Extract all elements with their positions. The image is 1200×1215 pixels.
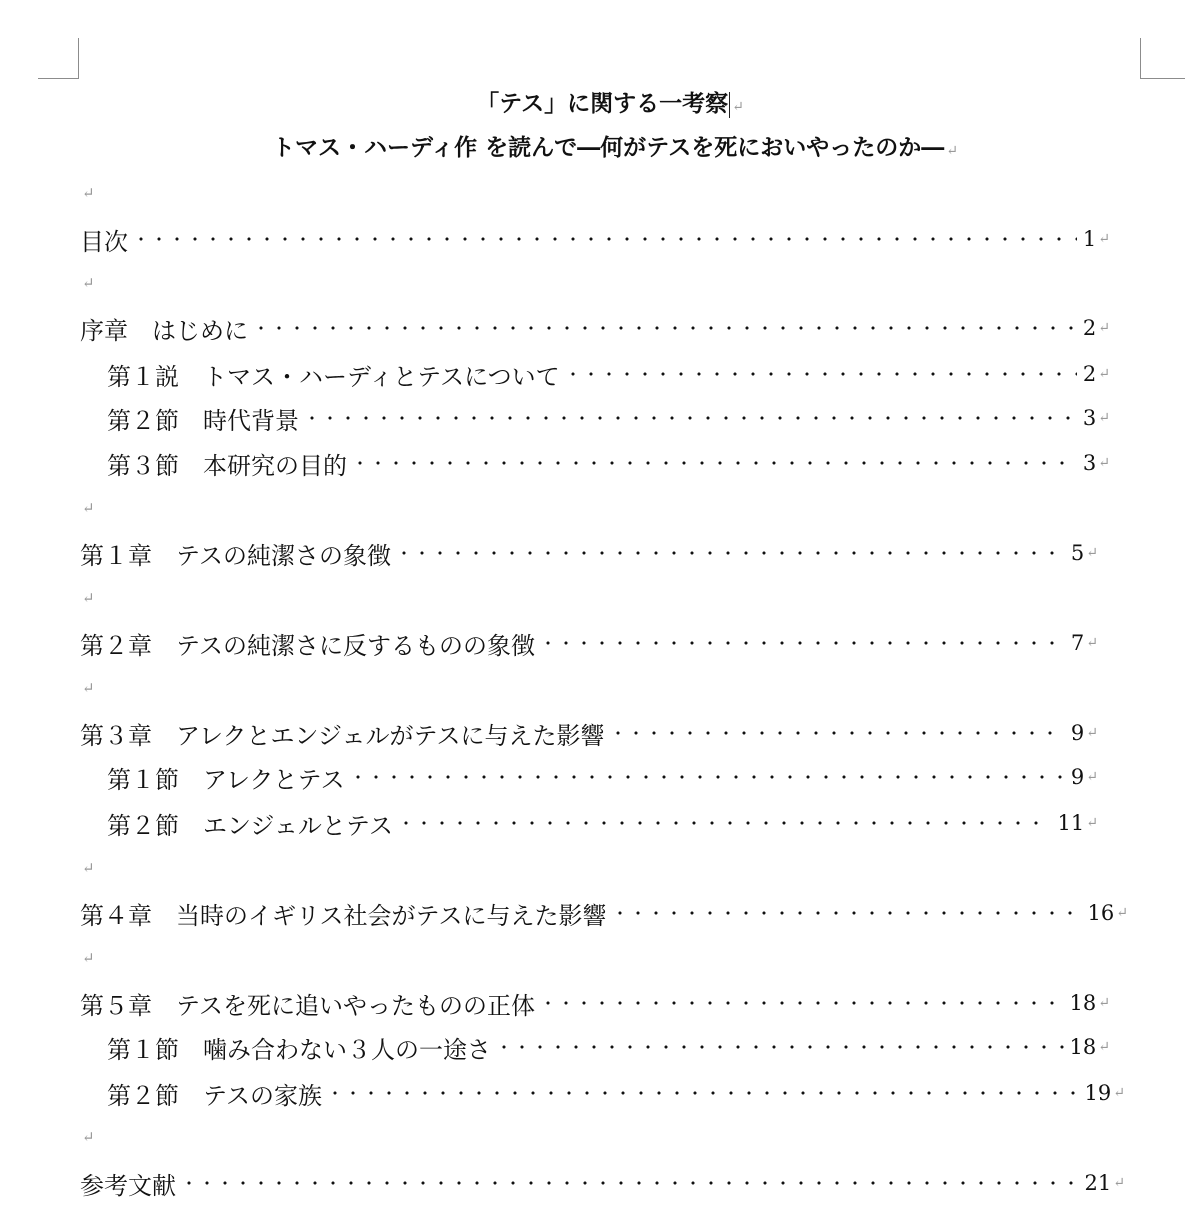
toc-entry-section[interactable] [107,402,1110,434]
toc-page-number: 9 [1070,721,1085,745]
empty-paragraph-mark-icon: ↵ [82,679,95,697]
toc-entry-section[interactable] [107,1077,1125,1109]
empty-paragraph-mark-icon: ↵ [82,589,95,607]
toc-entry-label: 第１章 テスの純潔さの象徴 [80,541,392,570]
paragraph-mark-icon: ↵ [1098,995,1110,1011]
toc-entry-label: 第２節 時代背景 [107,406,299,435]
toc-entry-section[interactable] [107,447,1110,479]
paragraph-mark-icon: ↵ [732,99,744,115]
toc-entry-references[interactable] [80,1167,1125,1199]
toc-entry-label: 第２節 エンジェルとテス [107,811,393,840]
paragraph-mark-icon: ↵ [1086,635,1098,651]
paragraph-mark-icon: ↵ [1086,815,1098,831]
empty-paragraph-mark-icon: ↵ [82,859,95,877]
paragraph-mark-icon: ↵ [1086,769,1098,785]
toc-page-number: 2 [1082,362,1097,386]
empty-paragraph-mark-icon: ↵ [82,1128,95,1146]
paragraph-mark-icon: ↵ [1098,231,1110,247]
toc-entry-label: 第２章 テスの純潔さに反するものの象徴 [80,631,536,660]
toc-page-number: 16 [1087,901,1115,925]
toc-dot-leader [252,326,1077,330]
toc-page-number: 18 [1069,1035,1097,1059]
toc-page-number: 7 [1070,631,1085,655]
toc-page-number: 1 [1082,227,1097,251]
paragraph-mark-icon: ↵ [1113,1085,1125,1101]
document-title [0,89,1200,122]
toc-entry-label: 第５章 テスを死に追いやったものの正体 [80,991,536,1020]
empty-paragraph-mark-icon: ↵ [82,499,95,517]
paragraph-mark-icon: ↵ [1098,320,1110,336]
page-corner-mark-top-left [38,38,79,79]
toc-dot-leader [132,237,1077,241]
toc-entry-label: 第４章 当時のイギリス社会がテスに与えた影響 [80,901,607,930]
paragraph-mark-icon: ↵ [1116,905,1128,921]
toc-page-number: 11 [1057,811,1085,835]
toc-dot-leader [326,1091,1078,1095]
toc-page-number: 21 [1084,1171,1112,1195]
toc-entry-chapter[interactable] [80,987,1110,1019]
paragraph-mark-icon: ↵ [1086,545,1098,561]
paragraph-mark-icon: ↵ [1098,1039,1110,1055]
toc-dot-leader [539,641,1065,645]
toc-page-number: 9 [1070,765,1085,789]
toc-entry-label: 第１節 アレクとテス [107,765,345,794]
toc-entry-introduction[interactable] [80,312,1110,344]
paragraph-mark-icon: ↵ [1098,366,1110,382]
document-subtitle [0,133,1200,166]
toc-dot-leader [349,775,1065,779]
toc-page-number: 18 [1069,991,1097,1015]
subtitle-text: トマス・ハーディ作 を読んで―何がテスを死においやったのか― [272,134,945,161]
toc-page-number: 3 [1082,406,1097,430]
text-cursor [729,92,730,118]
toc-entry-chapter[interactable] [80,627,1098,659]
toc-entry-section[interactable] [107,761,1098,793]
toc-dot-leader [495,1045,1064,1049]
paragraph-mark-icon: ↵ [1113,1175,1125,1191]
toc-dot-leader [303,416,1077,420]
toc-entry-contents[interactable] [80,223,1110,255]
toc-entry-label: 第１節 噛み合わない３人の一途さ [107,1035,491,1064]
toc-entry-label: 第３章 アレクとエンジェルがテスに与えた影響 [80,721,605,750]
toc-dot-leader [351,461,1077,465]
title-text: 「テス」に関する一考察 [476,90,729,117]
toc-dot-leader [180,1181,1079,1185]
toc-dot-leader [611,911,1082,915]
paragraph-mark-icon: ↵ [1098,410,1110,426]
toc-entry-label: 第３節 本研究の目的 [107,451,347,480]
toc-entry-section[interactable] [107,1031,1110,1063]
toc-entry-label: 第１説 トマス・ハーディとテスについて [107,362,560,391]
toc-entry-section[interactable] [107,807,1098,839]
empty-paragraph-mark-icon: ↵ [82,949,95,967]
toc-page-number: 3 [1082,451,1097,475]
toc-page-number: 19 [1084,1081,1112,1105]
toc-dot-leader [609,731,1065,735]
paragraph-mark-icon: ↵ [1086,725,1098,741]
paragraph-mark-icon: ↵ [946,143,958,159]
toc-page-number: 2 [1082,316,1097,340]
toc-dot-leader [395,551,1065,555]
toc-entry-chapter[interactable] [80,537,1098,569]
toc-entry-label: 第２節 テスの家族 [107,1081,323,1110]
toc-dot-leader [397,821,1052,825]
empty-paragraph-mark-icon: ↵ [82,184,95,202]
toc-entry-label: 参考文献 [80,1171,176,1200]
toc-dot-leader [539,1001,1063,1005]
toc-dot-leader [564,372,1077,376]
page-corner-mark-top-right [1140,38,1185,79]
paragraph-mark-icon: ↵ [1098,455,1110,471]
toc-entry-label: 序章 はじめに [80,316,248,345]
toc-entry-section[interactable] [107,358,1110,390]
toc-entry-chapter[interactable] [80,897,1128,929]
empty-paragraph-mark-icon: ↵ [82,274,95,292]
toc-entry-chapter[interactable] [80,717,1098,749]
toc-entry-label: 目次 [80,227,128,256]
toc-page-number: 5 [1070,541,1085,565]
